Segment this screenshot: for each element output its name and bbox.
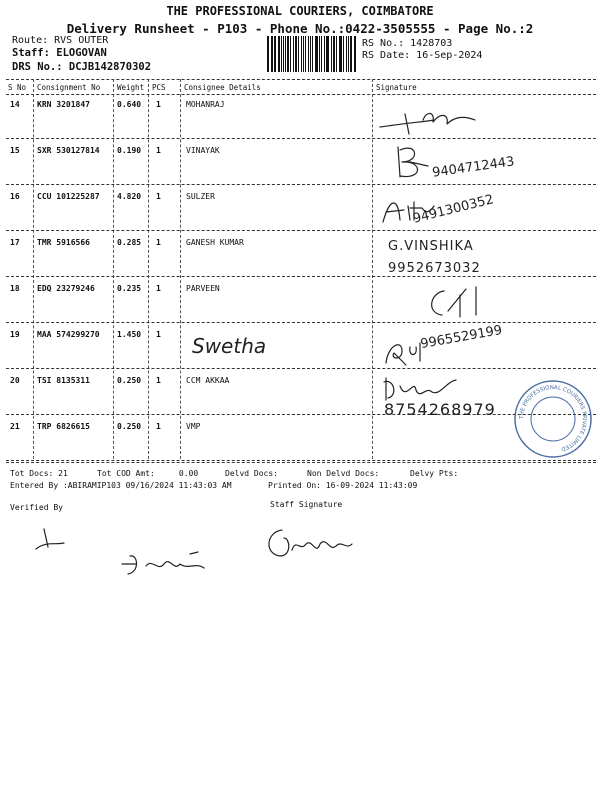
barcode-bar	[303, 36, 305, 72]
table-header-rule	[6, 94, 596, 95]
rs-number: RS No.: 1428703	[362, 38, 453, 49]
row-sno: 15	[10, 146, 20, 155]
barcode-bar	[281, 36, 282, 72]
col-pcs-header: PCS	[152, 83, 166, 92]
row-pcs: 1	[156, 238, 161, 247]
barcode-bar	[290, 36, 292, 72]
stamp-text: THE PROFESSIONAL COURIERS PRIVATE LIMITED	[518, 384, 588, 452]
phone-note-row-16: 9491300352	[411, 192, 496, 227]
row-consignment-no: MAA 574299270	[37, 330, 100, 339]
verified-by-label: Verified By	[10, 503, 63, 512]
staff-signature-label: Staff Signature	[270, 500, 343, 509]
barcode-bar	[321, 36, 322, 72]
row-divider	[6, 414, 596, 415]
row-consignee: PARVEEN	[186, 284, 220, 293]
row-pcs: 1	[156, 146, 161, 155]
row-pcs: 1	[156, 192, 161, 201]
row-consignee: SULZER	[186, 192, 215, 201]
barcode-bar	[293, 36, 294, 72]
col-divider	[372, 79, 373, 459]
svg-text:THE PROFESSIONAL COURIERS PRIV	[519, 385, 587, 452]
row-consignment-no: TRP 6826615	[37, 422, 90, 431]
drs-number: DRS No.: DCJB142870302	[12, 61, 152, 73]
note-row-18	[428, 287, 430, 288]
barcode-bar	[315, 36, 317, 72]
row-sno: 14	[10, 100, 20, 109]
barcode-bar	[336, 36, 337, 72]
entered-by: Entered By :ABIRAMIP103 09/16/2024 11:43:03 AM	[10, 481, 232, 490]
row-weight: 0.285	[117, 238, 142, 247]
barcode-bar	[298, 36, 299, 72]
row-divider	[6, 322, 596, 323]
col-divider	[113, 79, 114, 459]
barcode-bar	[285, 36, 286, 72]
row-weight: 0.250	[117, 376, 142, 385]
note-row-17: G.VINSHIKA 9952673032	[388, 239, 481, 276]
barcode-bar	[310, 36, 312, 72]
row-weight: 1.450	[117, 330, 142, 339]
barcode	[267, 36, 357, 72]
row-sno: 16	[10, 192, 20, 201]
barcode-bar	[271, 36, 272, 72]
row-consignment-no: EDQ 23279246	[37, 284, 95, 293]
delvy-pts: Delvy Pts:	[410, 469, 459, 478]
col-divider	[148, 79, 149, 459]
row-weight: 0.250	[117, 422, 142, 431]
row-sno: 17	[10, 238, 20, 247]
barcode-bar	[278, 36, 280, 72]
col-consignment-header: Consignment No	[37, 83, 101, 92]
row-consignment-no: SXR 530127814	[37, 146, 100, 155]
row-pcs: 1	[156, 100, 161, 109]
tot-docs: Tot Docs: 21	[10, 469, 68, 478]
phone-note-row-20: 8754268979	[384, 400, 496, 419]
barcode-bar	[339, 36, 340, 72]
row-consignee: MOHANRAJ	[186, 100, 225, 109]
phone-note-row-15: 9404712443	[431, 154, 516, 181]
barcode-bar	[340, 36, 342, 72]
handwritten-name: Swetha	[192, 334, 267, 358]
row-divider	[6, 230, 596, 231]
row-divider	[6, 184, 596, 185]
row-pcs: 1	[156, 330, 161, 339]
row-pcs: 1	[156, 284, 161, 293]
row-divider	[6, 368, 596, 369]
row-sno: 19	[10, 330, 20, 339]
rs-date: RS Date: 16-Sep-2024	[362, 50, 483, 61]
runsheet-title: Delivery Runsheet - P103 - Phone No.:0422-3505555 - Page No.:2	[66, 21, 534, 36]
barcode-bar	[326, 36, 327, 72]
barcode-bar	[324, 36, 325, 72]
barcode-bar	[346, 36, 347, 72]
row-consignee: GANESH KUMAR	[186, 238, 244, 247]
col-divider	[33, 79, 34, 459]
row-consignment-no: TSI 8135311	[37, 376, 90, 385]
row-weight: 0.640	[117, 100, 142, 109]
barcode-bar	[319, 36, 321, 72]
barcode-bar	[333, 36, 335, 72]
delvd-docs: Delvd Docs:	[225, 469, 278, 478]
row-pcs: 1	[156, 422, 161, 431]
row-consignment-no: KRN 3201847	[37, 100, 90, 109]
row-sno: 20	[10, 376, 20, 385]
row-sno: 21	[10, 422, 20, 431]
table-bottom-rule	[6, 462, 596, 463]
row-consignee: VINAYAK	[186, 146, 220, 155]
barcode-bar	[272, 36, 273, 72]
barcode-bar	[350, 36, 352, 72]
staff-signature	[262, 522, 354, 566]
company-name: THE PROFESSIONAL COURIERS, COIMBATORE	[166, 4, 434, 18]
company-stamp	[512, 378, 594, 460]
barcode-bar	[354, 36, 355, 72]
tot-cod-amount: Tot COD Amt: 0.00	[97, 469, 199, 478]
barcode-bar	[287, 36, 289, 72]
row-weight: 4.820	[117, 192, 142, 201]
row-divider	[6, 460, 596, 461]
col-divider	[180, 79, 181, 459]
col-sno-header: S No	[8, 83, 27, 92]
barcode-bar	[283, 36, 284, 72]
phone-note-row-19: 9965529199	[419, 322, 504, 353]
row-sno: 18	[10, 284, 20, 293]
barcode-bar	[267, 36, 269, 72]
col-weight-header: Weight	[117, 83, 145, 92]
barcode-bar	[301, 36, 302, 72]
verified-by-signature	[30, 525, 70, 555]
row-consignment-no: TMR 5916566	[37, 238, 90, 247]
row-weight: 0.235	[117, 284, 142, 293]
col-consignee-header: Consignee Details	[184, 83, 261, 92]
barcode-bar	[295, 36, 297, 72]
non-delvd-docs: Non Delvd Docs:	[307, 469, 380, 478]
barcode-bar	[274, 36, 276, 72]
row-weight: 0.190	[117, 146, 142, 155]
row-consignee: CCM AKKAA	[186, 376, 230, 385]
barcode-bar	[343, 36, 344, 72]
barcode-bar	[305, 36, 306, 72]
table-top-rule	[6, 79, 596, 80]
barcode-bar	[331, 36, 332, 72]
barcode-bar	[355, 36, 356, 72]
barcode-bar	[308, 36, 309, 72]
row-consignment-no: CCU 101225287	[37, 192, 100, 201]
col-signature-header: Signature	[376, 83, 417, 92]
printed-on: Printed On: 16-09-2024 11:43:09	[268, 481, 418, 490]
row-pcs: 1	[156, 376, 161, 385]
barcode-bar	[348, 36, 350, 72]
row-divider	[6, 138, 596, 139]
route-label: Route: RVS OUTER	[12, 35, 109, 46]
verifier-signature-2	[118, 546, 218, 580]
row-consignee: VMP	[186, 422, 201, 431]
barcode-bar	[327, 36, 329, 72]
signature-row-18	[420, 285, 480, 321]
barcode-bar	[312, 36, 313, 72]
staff-label: Staff: ELOGOVAN	[12, 47, 107, 59]
signature-row-14	[375, 102, 485, 142]
